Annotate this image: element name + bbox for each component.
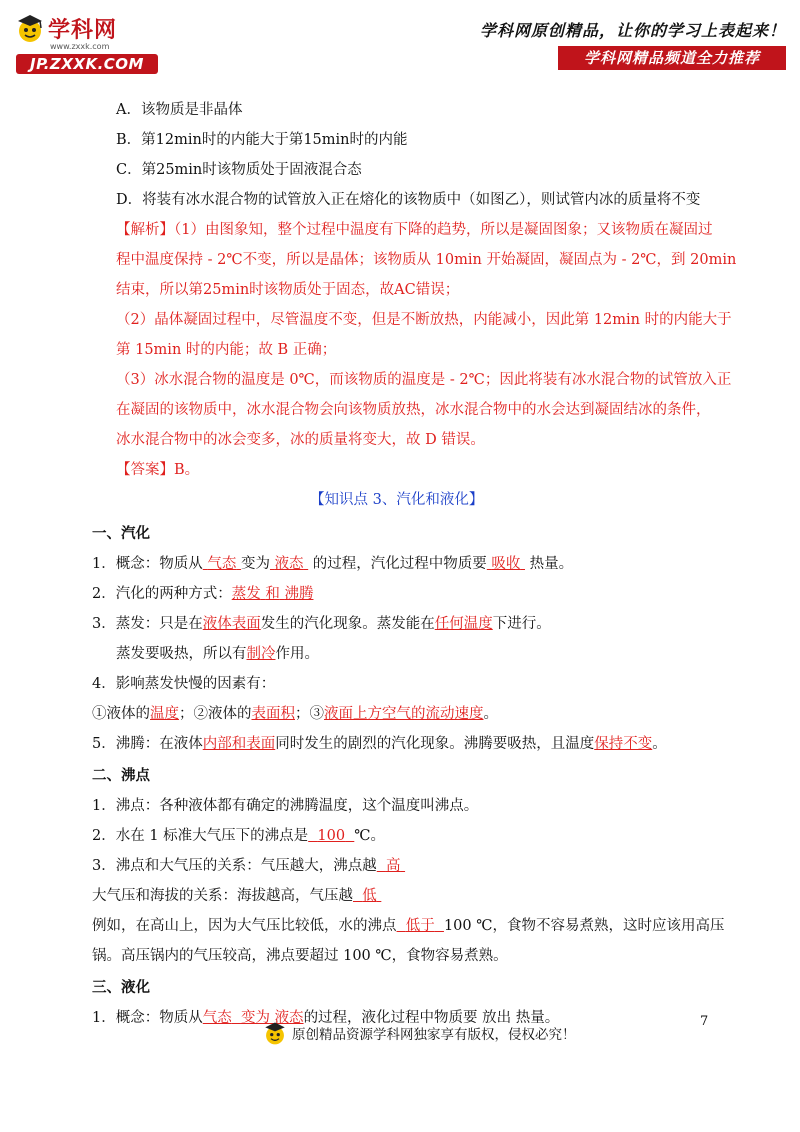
copyright-notice: 原创精品资源学科网独家享有版权，侵权必究！ [292, 1027, 576, 1043]
analysis-line-4: （2）晶体凝固过程中，尽管温度不变，但是不断放热，内能减小，因此第 12min 时的内能大于 [116, 312, 732, 328]
analysis-line-1: 【解析】（1）由图象知，整个过程中温度有下降的趋势，所以是凝固图象；又该物质在凝固过 [116, 222, 713, 238]
page-number: 7 [700, 1014, 709, 1029]
water-boiling-point: 2．水在 1 标准大气压下的沸点是 100 ℃。 [92, 828, 386, 844]
banner: 学科网精品频道全力推荐 [558, 46, 786, 70]
analysis-line-5: 第 15min 时的内能；故 B 正确； [116, 342, 337, 358]
pressure-relation: 3．沸点和大气压的关系：气压越大，沸点越 高 [92, 858, 401, 874]
example-line-1: 例如，在高山上，因为大气压比较低，水的沸点 低于 100 ℃，食物不容易煮熟，这时应该用高压 [92, 918, 725, 934]
logo-url: JP.ZXXK.COM [16, 54, 158, 74]
evaporation-factors: ①液体的温度；②液体的表面积；③液面上方空气的流动速度。 [92, 706, 498, 722]
analysis-line-2: 程中温度保持 - 2℃不变，所以是晶体；该物质从 10min 开始凝固，凝固点为 - 2℃，到 20min [116, 252, 737, 268]
altitude-relation: 大气压和海拔的关系：海拔越高，气压越 低 [92, 888, 377, 904]
section-title: 【知识点 3、汽化和液化】 [310, 492, 484, 508]
liquefaction-concept: 1．概念：物质从气态 变为 液态的过程，液化过程中物质要 放出 热量。 [92, 1010, 560, 1026]
heading-liquefaction: 三、液化 [92, 979, 150, 996]
vaporization-methods: 2．汽化的两种方式：蒸发 和 沸腾 [92, 586, 314, 602]
example-line-2: 锅。高压锅内的气压较高，沸点要超过 100 ℃，食物容易煮熟。 [92, 948, 508, 964]
evaporation-factors-title: 4．影响蒸发快慢的因素有： [92, 676, 276, 692]
option-d: D．将装有冰水混合物的试管放入正在熔化的该物质中（如图乙），则试管内冰的质量将不变 [116, 192, 701, 208]
footer [262, 1020, 576, 1046]
analysis-line-8: 冰水混合物中的冰会变多，冰的质量将变大，故 D 错误。 [116, 432, 485, 448]
option-b: B．第12min时的内能大于第15min时的内能 [116, 132, 408, 148]
mascot-icon [262, 1020, 288, 1046]
logo-title: 学科网 [48, 17, 118, 43]
vaporization-concept: 1．概念：物质从 气态 变为 液态 的过程，汽化过程中物质要 吸收 热量。 [92, 556, 574, 572]
analysis-line-3: 结束，所以第25min时该物质处于固态，故AC错误； [116, 282, 460, 298]
slogan: 学科网原创精品，让你的学习上表起来！ [479, 21, 786, 40]
boiling-definition: 5．沸腾：在液体内部和表面同时发生的剧烈的汽化现象。沸腾要吸热，且温度保持不变。 [92, 736, 667, 752]
analysis-line-6: （3）冰水混合物的温度是 0℃，而该物质的温度是 - 2℃；因此将装有冰水混合物的试管放入正 [116, 372, 732, 388]
heading-boiling-point: 二、沸点 [92, 767, 150, 784]
option-c: C．第25min时该物质处于固液混合态 [116, 162, 362, 178]
evaporation-line-1: 3．蒸发：只是在液体表面发生的汽化现象。蒸发能在任何温度下进行。 [92, 616, 551, 632]
analysis-line-7: 在凝固的该物质中，冰水混合物会向该物质放热，冰水混合物中的水会达到凝固结冰的条件， [116, 402, 711, 418]
heading-vaporization: 一、汽化 [92, 525, 150, 542]
option-a: A．该物质是非晶体 [116, 102, 243, 118]
evaporation-line-2: 蒸发要吸热，所以有制冷作用。 [116, 646, 319, 662]
logo-website: www.zxxk.com [50, 42, 110, 51]
answer: 【答案】B。 [116, 462, 200, 478]
boiling-point-def: 1．沸点：各种液体都有确定的沸腾温度，这个温度叫沸点。 [92, 798, 479, 814]
